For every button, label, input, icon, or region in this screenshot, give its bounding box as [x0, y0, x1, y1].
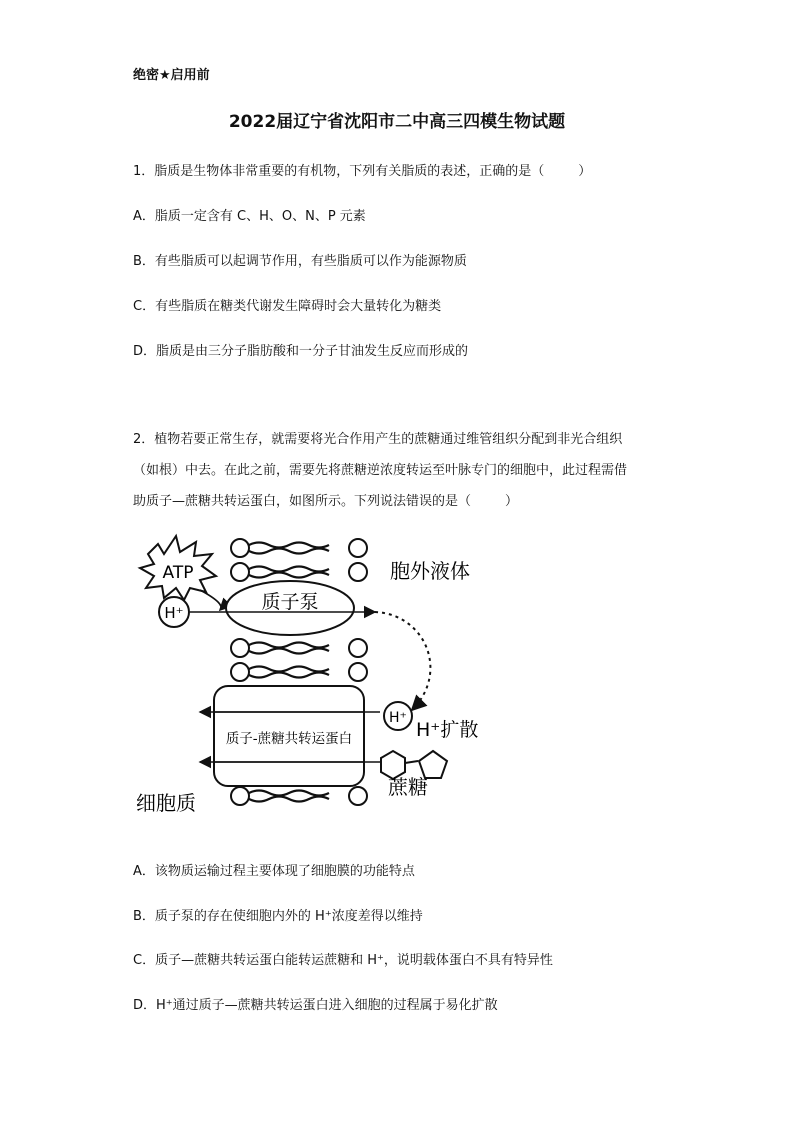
lipid-molecule	[231, 563, 367, 581]
q2-option-a: A．该物质运输过程主要体现了细胞膜的功能特点	[133, 864, 415, 879]
atp-label: ATP	[162, 563, 194, 583]
q2-option-c: C．质子—蔗糖共转运蛋白能转运蔗糖和 H⁺，说明载体蛋白不具有特异性	[133, 953, 553, 968]
page-title: 2022届辽宁省沈阳市二中高三四模生物试题	[228, 112, 566, 132]
q2-stem-line3	[133, 490, 518, 509]
q1-option-b: B．有些脂质可以起调节作用，有些脂质可以作为能源物质	[133, 254, 467, 269]
lipid-molecule	[231, 663, 367, 681]
q2-stem-text: 助质子—蔗糖共转运蛋白，如图所示。下列说法错误的是（	[133, 494, 472, 509]
fructose-pentagon-icon	[419, 751, 447, 778]
q2-option-b: B．质子泵的存在使细胞内外的 H⁺浓度差得以维持	[133, 909, 423, 924]
q2-stem-line2: （如根）中去。在此之前，需要先将蔗糖逆浓度转运至叶脉专门的细胞中，此过程需借	[133, 463, 628, 478]
q2-option-d: D．H⁺通过质子—蔗糖共转运蛋白进入细胞的过程属于易化扩散	[133, 998, 498, 1013]
cotransporter-label: 质子-蔗糖共转运蛋白	[225, 731, 353, 747]
extracellular-label: 胞外液体	[390, 559, 470, 583]
q1-option-c: C．有些脂质在糖类代谢发生障碍时会大量转化为糖类	[133, 299, 442, 314]
sucrose-label: 蔗糖	[388, 775, 428, 799]
q1-stem-close: ）	[578, 164, 592, 179]
q1-option-a: A．脂质一定含有 C、H、O、N、P 元素	[133, 209, 366, 224]
q2-stem-close: ）	[505, 494, 519, 509]
h-ion-label-inner: H⁺	[389, 710, 407, 726]
lipid-molecule	[231, 539, 367, 557]
h-diffusion-label: H⁺扩散	[416, 719, 479, 741]
h-ion-label-outer: H⁺	[164, 604, 184, 622]
lipid-molecule	[231, 787, 367, 805]
cytoplasm-label: 细胞质	[136, 791, 196, 815]
q1-option-d: D．脂质是由三分子脂肪酸和一分子甘油发生反应而形成的	[133, 344, 469, 359]
confidential-label: 绝密★启用前	[133, 68, 210, 83]
lipid-molecule	[231, 639, 367, 657]
proton-pump-label: 质子泵	[261, 591, 319, 613]
q2-stem-line1: 2．植物若要正常生存，就需要将光合作用产生的蔗糖通过维管组织分配到非光合组织	[133, 432, 623, 447]
q1-stem	[133, 160, 591, 179]
transport-diagram	[130, 532, 490, 822]
q1-stem-text: 1．脂质是生物体非常重要的有机物，下列有关脂质的表述，正确的是（	[133, 164, 545, 179]
